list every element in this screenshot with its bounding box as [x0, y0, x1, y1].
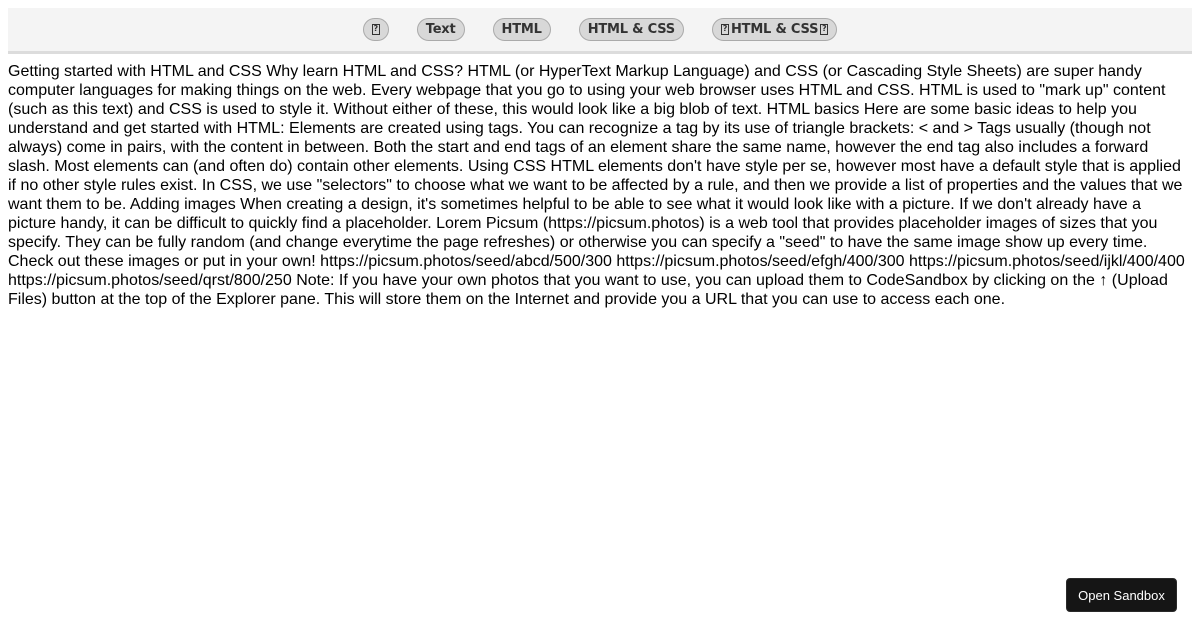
paragraph: Lorem Picsum (https://picsum.photos) is a web tool that provides placeholder images of sizes that you specify. They can be fully random (and change everytime the page refreshes) or otherwise you can specify a "seed" to have the same image show up every time.	[8, 215, 1158, 251]
paragraph: In CSS, we use "selectors" to choose what we want to be affected by a rule, and then we provide a list of properties and the values that we want them to be.	[8, 177, 1183, 213]
note-paragraph: Note: If you have your own photos that you want to use, you can upload them to CodeSandbox by clicking on the ↑ (Upload Files) button at the top of the Explorer pane. This will store them on the Internet and provide you a URL that you can use to access each one.	[8, 272, 1168, 308]
list-item: Tags usually (though not always) come in pairs, with the content in between.	[8, 120, 1151, 156]
view-mode-html-css-button[interactable]: HTML & CSS	[579, 18, 684, 41]
section-heading-adding-images: Adding images	[129, 196, 236, 213]
paragraph: Check out these images or put in your own!	[8, 253, 316, 270]
missing-glyph-icon	[721, 24, 729, 35]
missing-glyph-icon	[820, 24, 828, 35]
section-heading-why-learn: Why learn HTML and CSS?	[266, 63, 463, 80]
section-heading-html-basics: HTML basics	[766, 101, 860, 118]
list-item: Most elements can (and often do) contain other elements.	[54, 158, 464, 175]
view-mode-unknown-button[interactable]	[363, 18, 389, 41]
paragraph: HTML (or HyperText Markup Language) and CSS (or Cascading Style Sheets) are super handy computer languages for making things on the web. Every webpage that you go to using your web browser uses HTML and CSS.	[8, 63, 1142, 99]
image-url: https://picsum.photos/seed/qrst/800/250	[8, 272, 292, 289]
page-content	[8, 62, 1192, 309]
paragraph: HTML is used to "mark up" content (such as this text) and CSS is used to style it. Without either of these, this would look like a big blob of text.	[8, 82, 1166, 118]
list-item: Elements are created using tags. You can recognize a tag by its use of triangle brackets: < and >	[289, 120, 974, 137]
section-heading-using-css: Using CSS	[467, 158, 547, 175]
view-mode-html-button[interactable]: HTML	[493, 18, 551, 41]
view-mode-toolbar	[8, 8, 1192, 54]
image-url: https://picsum.photos/seed/abcd/500/300	[320, 253, 612, 270]
list-item: Both the start and end tags of an element share the same name, however the end tag also includes a forward slash.	[8, 139, 1149, 175]
view-mode-buttons	[363, 18, 838, 41]
missing-glyph-icon	[372, 24, 380, 35]
page-title: Getting started with HTML and CSS	[8, 63, 262, 80]
image-url: https://picsum.photos/seed/efgh/400/300	[616, 253, 905, 270]
view-mode-styled-html-css-label: HTML & CSS	[730, 22, 819, 37]
paragraph: Here are some basic ideas to help you understand and get started with HTML:	[8, 101, 1137, 137]
view-mode-text-button[interactable]: Text	[417, 18, 465, 41]
open-sandbox-button[interactable]: Open Sandbox	[1066, 578, 1177, 612]
paragraph: When creating a design, it's sometimes helpful to be able to see what it would look like with a picture. If we don't already have a picture handy, it can be difficult to quickly find a placeholder.	[8, 196, 1141, 232]
image-url: https://picsum.photos/seed/ijkl/400/400	[909, 253, 1185, 270]
paragraph: HTML elements don't have style per se, however most have a default style that is applied if no other style rules exist.	[8, 158, 1181, 194]
view-mode-styled-html-css-button[interactable]	[712, 18, 837, 41]
